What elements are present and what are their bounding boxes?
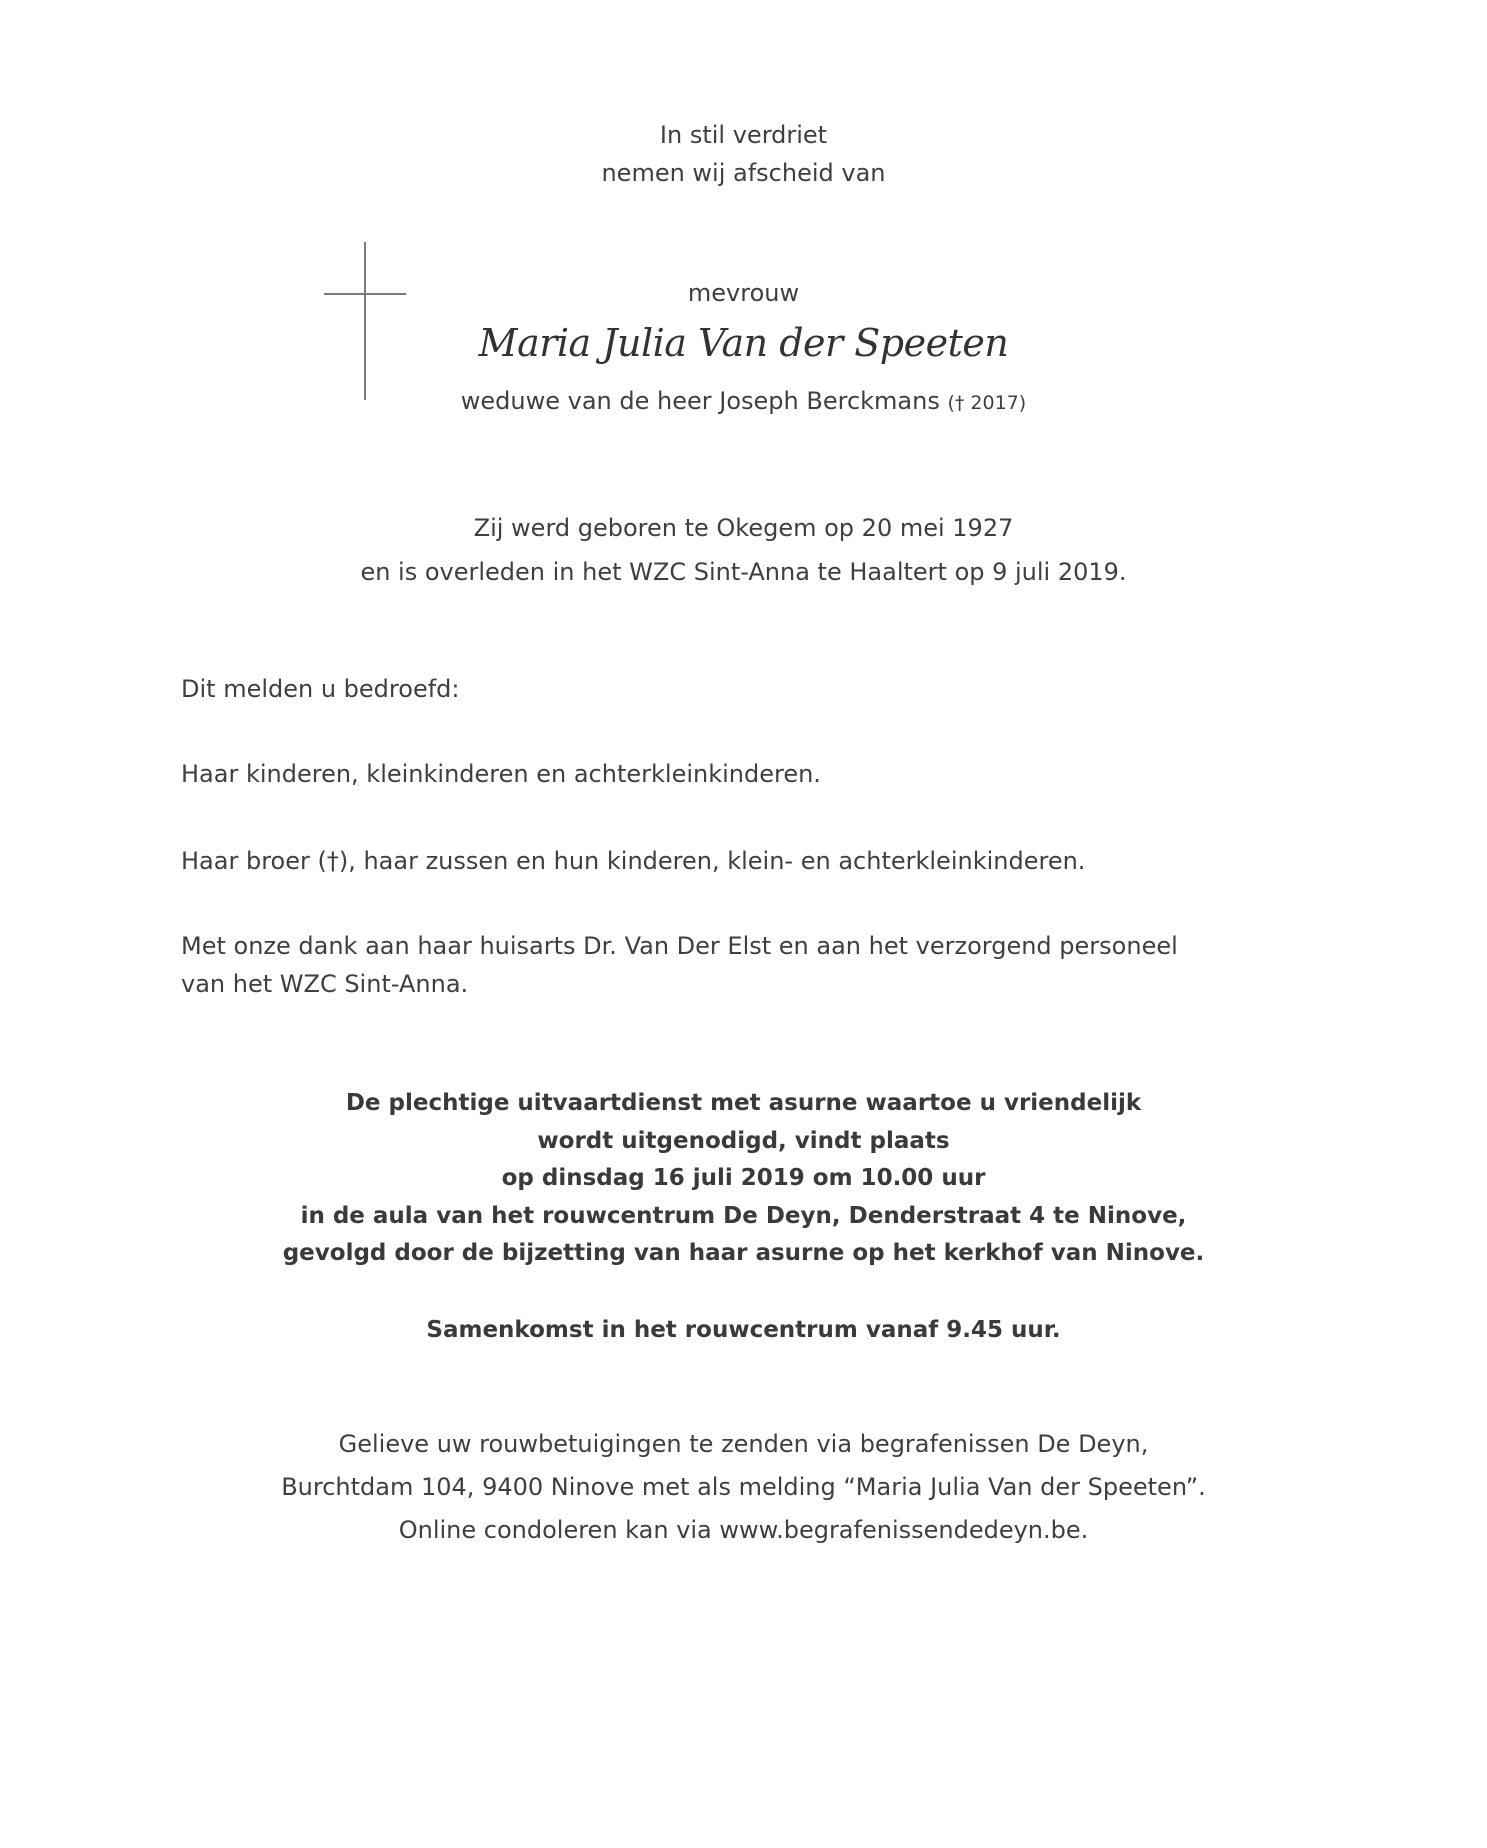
siblings-line [181,842,1331,880]
honorific-text: mevrouw [687,279,800,307]
honorific [0,276,1487,310]
announcement-intro-text: Dit melden u bedroefd: [181,675,460,703]
gathering-line [0,1311,1487,1349]
service-line-2: wordt uitgenodigd, vindt plaats [537,1127,950,1154]
children-text: Haar kinderen, kleinkinderen en achterkleinkinderen. [181,760,821,788]
deceased-name-text: Maria Julia Van der Speeten [478,321,1009,365]
condolences-line-1: Gelieve uw rouwbetuigingen te zenden via begrafenissen De Deyn, [338,1430,1149,1458]
service-line-1: De plechtige uitvaartdienst met asurne waartoe u vriendelijk [345,1090,1142,1116]
thanks-line-1: Met onze dank aan haar huisarts Dr. Van Der Elst en aan het verzorgend personeel [181,932,1178,960]
service-line-4: in de aula van het rouwcentrum De Deyn, Denderstraat 4 te Ninove, [300,1202,1187,1229]
announcement-intro [181,670,1331,708]
born-line: Zij werd geboren te Okegem op 20 mei 1927 [473,514,1014,542]
siblings-text: Haar broer (†), haar zussen en hun kinderen, klein- en achterkleinkinderen. [181,847,1086,875]
intro-line-1: In stil verdriet [659,121,828,149]
condolences-line-3: Online condoleren kan via www.begrafenissendedeyn.be. [398,1516,1089,1544]
condolences-line-2: Burchtdam 104, 9400 Ninove met als melding “Maria Julia Van der Speeten”. [281,1473,1206,1501]
service-line-5: gevolgd door de bijzetting van haar asurne op het kerkhof van Ninove. [282,1240,1205,1266]
thanks-line-2: van het WZC Sint-Anna. [181,970,469,998]
widow-line [0,383,1487,421]
deceased-name [0,316,1487,370]
children-line [181,755,1331,793]
intro-line-2: nemen wij afscheid van [601,159,886,187]
condolences-paragraph [0,1423,1487,1552]
spouse-death-text: († 2017) [947,392,1027,414]
intro-text [0,116,1487,192]
widow-of-text: weduwe van de heer Joseph Berckmans [460,387,940,415]
service-line-3: op dinsdag 16 juli 2019 om 10.00 uur [501,1165,986,1191]
gathering-text: Samenkomst in het rouwcentrum vanaf 9.45 uur. [426,1317,1061,1343]
thanks-paragraph [181,927,1331,1003]
died-line: en is overleden in het WZC Sint-Anna te Haaltert op 9 juli 2019. [360,558,1127,586]
service-details [0,1085,1487,1273]
life-dates [0,506,1487,594]
